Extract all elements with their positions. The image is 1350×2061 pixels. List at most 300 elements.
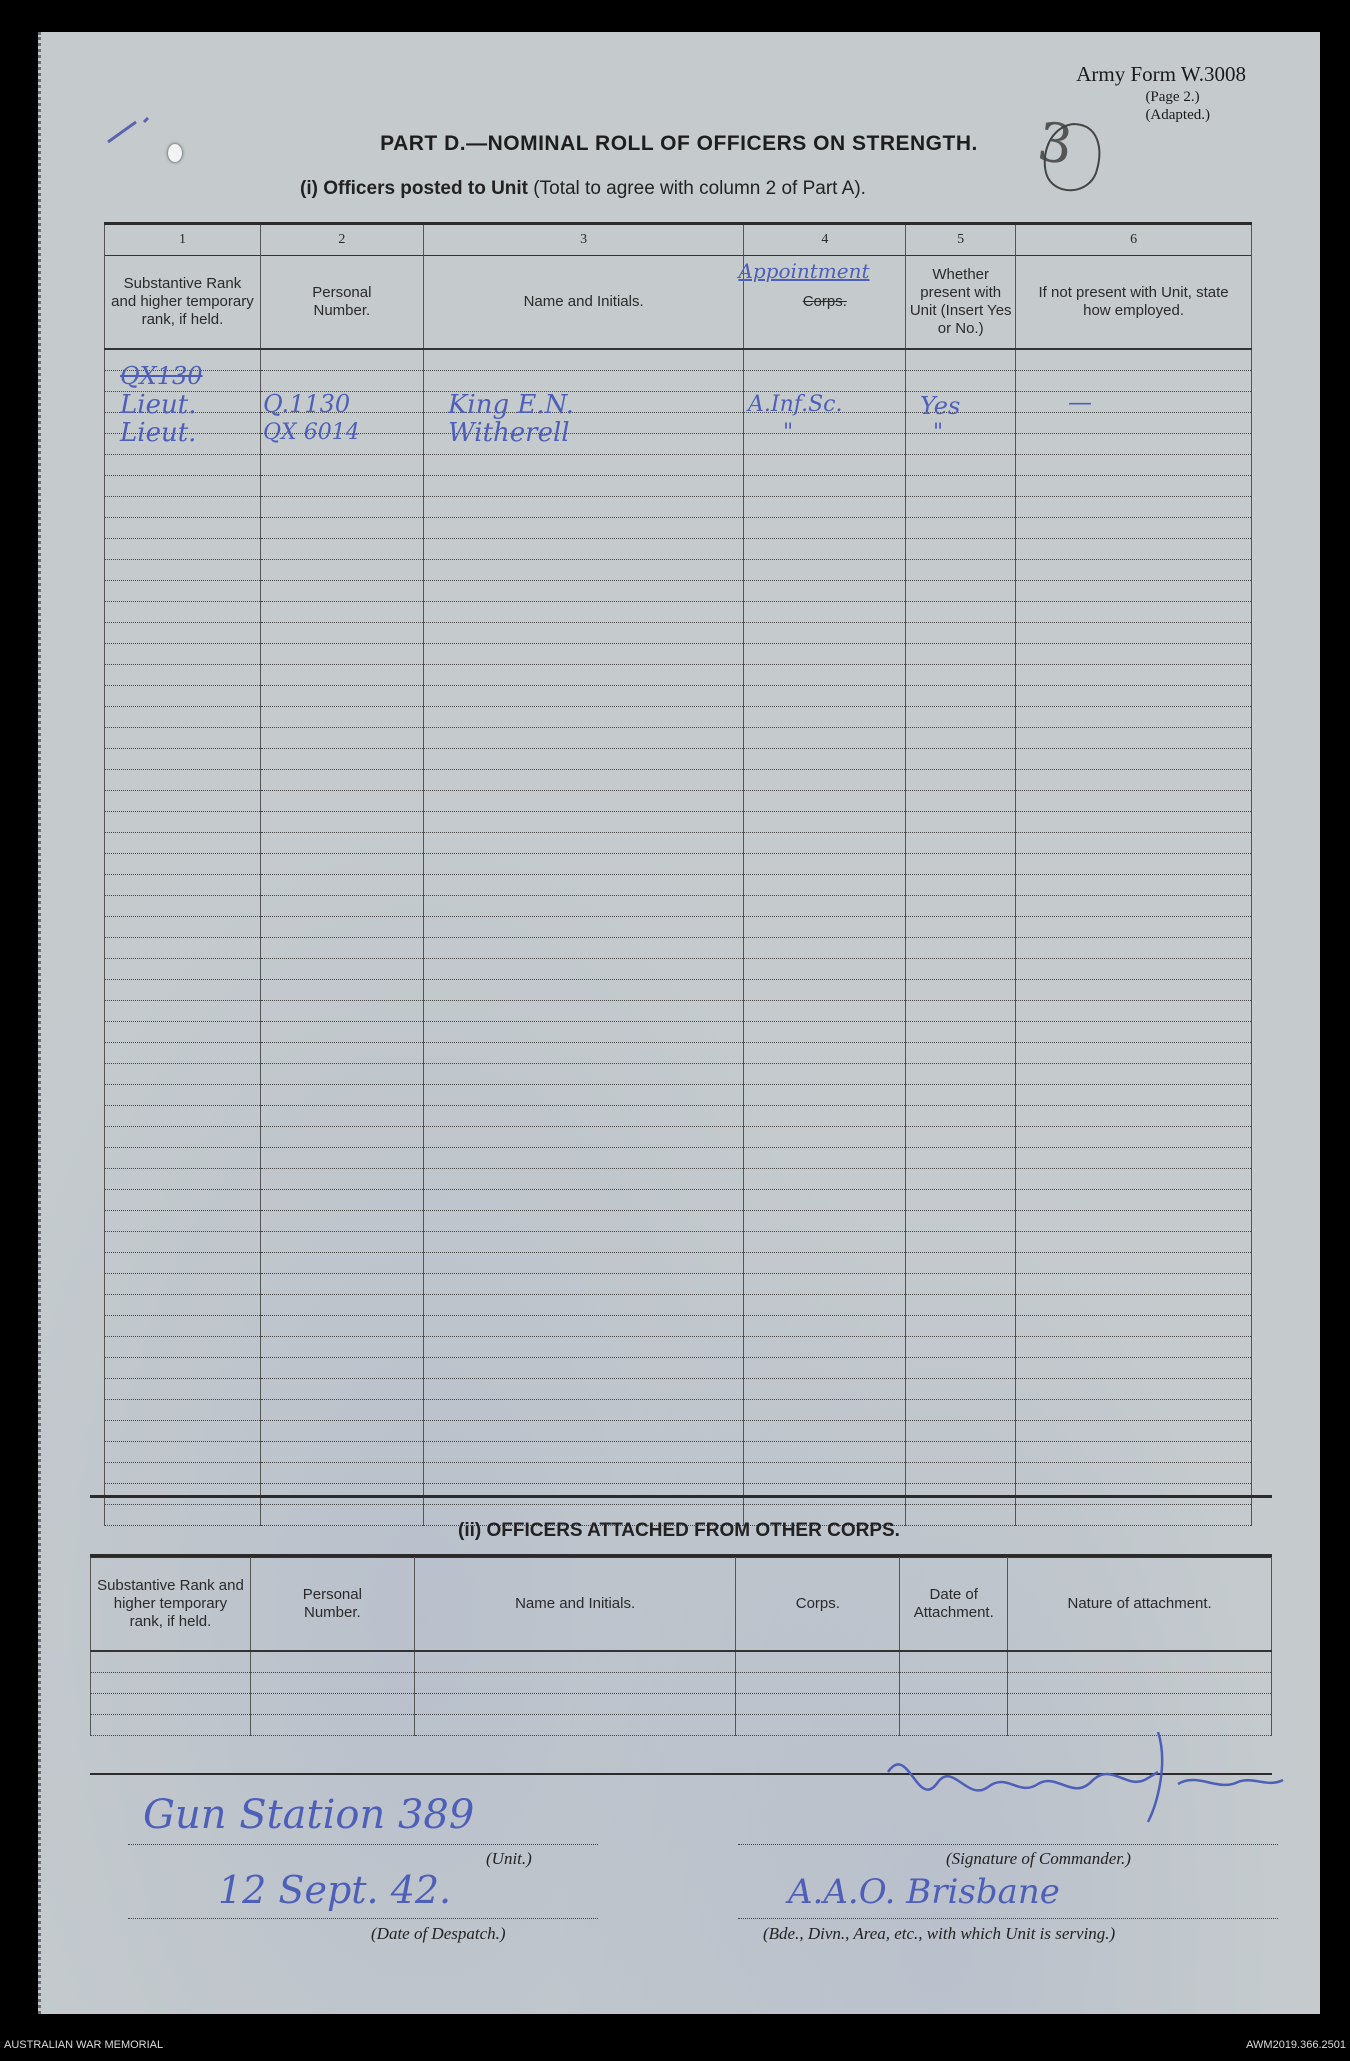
table-cell bbox=[906, 1442, 1016, 1463]
table-cell bbox=[744, 434, 906, 455]
table-cell bbox=[260, 1463, 423, 1484]
table-cell bbox=[423, 896, 744, 917]
table-row bbox=[105, 749, 1252, 770]
col-number: 4 bbox=[744, 225, 906, 256]
table-cell bbox=[906, 1253, 1016, 1274]
table-row bbox=[105, 875, 1252, 896]
table-cell bbox=[105, 1358, 261, 1379]
table-cell bbox=[1016, 1400, 1252, 1421]
table-cell bbox=[250, 1651, 414, 1673]
part1-note: (Total to agree with column 2 of Part A). bbox=[533, 178, 866, 199]
table-row bbox=[105, 1001, 1252, 1022]
table-row bbox=[105, 476, 1252, 497]
table-cell bbox=[91, 1694, 251, 1715]
table-cell bbox=[1016, 707, 1252, 728]
table-cell bbox=[744, 707, 906, 728]
table-cell bbox=[91, 1715, 251, 1736]
table-cell bbox=[744, 1421, 906, 1442]
table-cell bbox=[260, 770, 423, 791]
table-cell bbox=[1016, 1253, 1252, 1274]
table-cell bbox=[423, 1211, 744, 1232]
table-cell bbox=[744, 581, 906, 602]
table-cell bbox=[260, 980, 423, 1001]
table-cell bbox=[1016, 455, 1252, 476]
table-cell bbox=[105, 1274, 261, 1295]
table-cell bbox=[744, 623, 906, 644]
table-cell bbox=[744, 1211, 906, 1232]
header-name: Name and Initials. bbox=[423, 256, 744, 350]
table-cell bbox=[744, 1190, 906, 1211]
table-cell bbox=[906, 1316, 1016, 1337]
table-cell bbox=[906, 1484, 1016, 1505]
table-cell bbox=[423, 833, 744, 854]
table-cell bbox=[260, 812, 423, 833]
table-cell bbox=[744, 349, 906, 371]
table-cell bbox=[906, 1463, 1016, 1484]
table-cell bbox=[744, 1169, 906, 1190]
row1-corps: A.Inf.Sc. bbox=[748, 392, 843, 417]
header-attach-date: Date of Attachment. bbox=[900, 1558, 1008, 1652]
table-cell bbox=[744, 1274, 906, 1295]
table-cell bbox=[736, 1673, 900, 1694]
commander-signature bbox=[858, 1732, 1298, 1842]
table-cell bbox=[423, 497, 744, 518]
table-cell bbox=[1016, 812, 1252, 833]
header-nature: Nature of attachment. bbox=[1008, 1558, 1272, 1652]
table-cell bbox=[1016, 1379, 1252, 1400]
part1-prefix: (i) bbox=[300, 178, 318, 199]
table-cell bbox=[906, 1295, 1016, 1316]
part1-subtitle bbox=[300, 178, 866, 200]
table-cell bbox=[906, 1127, 1016, 1148]
table-cell bbox=[744, 1295, 906, 1316]
table-row bbox=[105, 1274, 1252, 1295]
row2-corps: " bbox=[783, 420, 794, 445]
table-cell bbox=[260, 1337, 423, 1358]
table-cell bbox=[423, 1316, 744, 1337]
table-cell bbox=[906, 560, 1016, 581]
table-cell bbox=[906, 833, 1016, 854]
table-cell bbox=[744, 497, 906, 518]
table-row bbox=[105, 1484, 1252, 1505]
table-cell bbox=[423, 1379, 744, 1400]
table-row bbox=[105, 497, 1252, 518]
table-cell bbox=[1008, 1694, 1272, 1715]
table-row bbox=[105, 1085, 1252, 1106]
bde-line bbox=[738, 1918, 1278, 1919]
table-cell bbox=[105, 1085, 261, 1106]
table-cell bbox=[744, 686, 906, 707]
table-cell bbox=[423, 980, 744, 1001]
table-row bbox=[105, 1400, 1252, 1421]
table-cell bbox=[423, 938, 744, 959]
table-cell bbox=[1016, 518, 1252, 539]
credit-right: AWM2019.366.2501 bbox=[1246, 2039, 1346, 2051]
table-cell bbox=[744, 980, 906, 1001]
table-row bbox=[105, 1211, 1252, 1232]
table-row bbox=[105, 1043, 1252, 1064]
table-cell bbox=[423, 1253, 744, 1274]
unit-label: (Unit.) bbox=[486, 1849, 532, 1868]
table-cell bbox=[260, 1043, 423, 1064]
table-cell bbox=[105, 770, 261, 791]
table-cell bbox=[260, 833, 423, 854]
table-cell bbox=[1016, 1463, 1252, 1484]
table-row bbox=[105, 728, 1252, 749]
table-cell bbox=[105, 518, 261, 539]
table-cell bbox=[744, 770, 906, 791]
table-cell bbox=[423, 1358, 744, 1379]
table-cell bbox=[260, 1253, 423, 1274]
header-number: Personal Number. bbox=[250, 1558, 414, 1652]
table-cell bbox=[906, 749, 1016, 770]
table-cell bbox=[1016, 539, 1252, 560]
table-cell bbox=[744, 1358, 906, 1379]
table-cell bbox=[1016, 1358, 1252, 1379]
table-cell bbox=[260, 1148, 423, 1169]
table-cell bbox=[423, 1148, 744, 1169]
header-corps: Corps. bbox=[736, 1558, 900, 1652]
table-cell bbox=[260, 1295, 423, 1316]
table-row bbox=[105, 1316, 1252, 1337]
table-cell bbox=[423, 854, 744, 875]
table-cell bbox=[744, 1022, 906, 1043]
table-cell bbox=[1016, 917, 1252, 938]
table-cell bbox=[744, 539, 906, 560]
table-cell bbox=[906, 644, 1016, 665]
table-cell bbox=[744, 518, 906, 539]
col-number: 3 bbox=[423, 225, 744, 256]
table-cell bbox=[260, 455, 423, 476]
table-cell bbox=[906, 476, 1016, 497]
table-cell bbox=[105, 560, 261, 581]
table-cell bbox=[744, 644, 906, 665]
table-cell bbox=[744, 959, 906, 980]
table-cell bbox=[423, 602, 744, 623]
part2-heading-line bbox=[38, 1520, 1320, 1542]
table-cell bbox=[260, 539, 423, 560]
part1-heading: Officers posted to Unit bbox=[323, 178, 529, 199]
table-cell bbox=[260, 1400, 423, 1421]
table-cell bbox=[105, 707, 261, 728]
table-row bbox=[105, 707, 1252, 728]
table-cell bbox=[414, 1694, 736, 1715]
table-row bbox=[105, 980, 1252, 1001]
table-cell bbox=[423, 791, 744, 812]
table-cell bbox=[105, 854, 261, 875]
table-cell bbox=[1016, 644, 1252, 665]
table-cell bbox=[423, 560, 744, 581]
row2-rank: Lieut. bbox=[120, 418, 197, 448]
table-cell bbox=[105, 938, 261, 959]
table-cell bbox=[1016, 980, 1252, 1001]
table-cell bbox=[906, 1106, 1016, 1127]
table-cell bbox=[1016, 1043, 1252, 1064]
table-row bbox=[105, 770, 1252, 791]
table-cell bbox=[260, 1190, 423, 1211]
table-cell bbox=[423, 1169, 744, 1190]
table-cell bbox=[1016, 476, 1252, 497]
table-cell bbox=[1016, 875, 1252, 896]
header-present: Whether present with Unit (Insert Yes or No.) bbox=[906, 256, 1016, 350]
row2-number: QX 6014 bbox=[263, 420, 360, 445]
table-cell bbox=[906, 959, 1016, 980]
table-cell bbox=[260, 791, 423, 812]
table-cell bbox=[1016, 959, 1252, 980]
table-cell bbox=[105, 1484, 261, 1505]
table-cell bbox=[744, 1400, 906, 1421]
table-cell bbox=[423, 476, 744, 497]
table-cell bbox=[105, 1106, 261, 1127]
table-cell bbox=[423, 1064, 744, 1085]
table-cell bbox=[414, 1673, 736, 1694]
table-cell bbox=[1016, 770, 1252, 791]
header-row bbox=[105, 256, 1252, 350]
table-row bbox=[105, 623, 1252, 644]
table-cell bbox=[744, 455, 906, 476]
date-value: 12 Sept. 42. bbox=[218, 1868, 452, 1912]
table-cell bbox=[423, 812, 744, 833]
table-cell bbox=[906, 728, 1016, 749]
officers-attached-table bbox=[90, 1557, 1272, 1736]
table-cell bbox=[906, 581, 1016, 602]
table-cell bbox=[1016, 938, 1252, 959]
table-cell bbox=[1016, 854, 1252, 875]
signature-label: (Signature of Commander.) bbox=[946, 1849, 1131, 1868]
table-cell bbox=[260, 518, 423, 539]
page-mark: 3 bbox=[1033, 109, 1077, 178]
table-cell bbox=[105, 728, 261, 749]
table-cell bbox=[744, 1337, 906, 1358]
table-cell bbox=[1016, 392, 1252, 413]
table-cell bbox=[1016, 1295, 1252, 1316]
table-row bbox=[105, 539, 1252, 560]
table-cell bbox=[423, 1085, 744, 1106]
table-cell bbox=[744, 812, 906, 833]
table-cell bbox=[1016, 1127, 1252, 1148]
bde-value: A.A.O. Brisbane bbox=[788, 1872, 1060, 1912]
table-cell bbox=[423, 1232, 744, 1253]
table-cell bbox=[1016, 1316, 1252, 1337]
table-cell bbox=[105, 1295, 261, 1316]
table-cell bbox=[736, 1694, 900, 1715]
table-cell bbox=[105, 539, 261, 560]
table-row bbox=[105, 1379, 1252, 1400]
table-cell bbox=[1016, 1085, 1252, 1106]
table-cell bbox=[1016, 791, 1252, 812]
table-cell bbox=[744, 1001, 906, 1022]
table-cell bbox=[744, 791, 906, 812]
table-cell bbox=[744, 896, 906, 917]
table-row bbox=[105, 917, 1252, 938]
table-cell bbox=[1016, 560, 1252, 581]
table-cell bbox=[1008, 1651, 1272, 1673]
table-cell bbox=[105, 623, 261, 644]
table-cell bbox=[744, 602, 906, 623]
table-cell bbox=[260, 854, 423, 875]
table-cell bbox=[260, 1127, 423, 1148]
table-cell bbox=[1016, 1274, 1252, 1295]
unit-value: Gun Station 389 bbox=[143, 1792, 475, 1838]
table-cell bbox=[423, 1001, 744, 1022]
table-cell bbox=[900, 1673, 1008, 1694]
table-cell bbox=[1016, 749, 1252, 770]
table-cell bbox=[744, 833, 906, 854]
table-cell bbox=[1016, 581, 1252, 602]
table-cell bbox=[260, 1085, 423, 1106]
table-cell bbox=[105, 1253, 261, 1274]
table-row bbox=[91, 1673, 1272, 1694]
table-cell bbox=[906, 1232, 1016, 1253]
table-row bbox=[105, 1169, 1252, 1190]
table-cell bbox=[906, 1190, 1016, 1211]
column-number-row bbox=[105, 225, 1252, 256]
table-cell bbox=[1016, 1211, 1252, 1232]
table-cell bbox=[1016, 413, 1252, 434]
table-cell bbox=[260, 938, 423, 959]
table-cell bbox=[906, 896, 1016, 917]
table-cell bbox=[423, 1484, 744, 1505]
table-row bbox=[105, 791, 1252, 812]
table-cell bbox=[260, 560, 423, 581]
table-cell bbox=[423, 623, 744, 644]
table-cell bbox=[414, 1715, 736, 1736]
table-cell bbox=[1016, 371, 1252, 392]
table-cell bbox=[105, 896, 261, 917]
page-label bbox=[1145, 88, 1210, 124]
form-number: Army Form W.3008 bbox=[1076, 62, 1246, 86]
table-row bbox=[105, 1190, 1252, 1211]
table-cell bbox=[906, 938, 1016, 959]
struck-entry: QX130 bbox=[120, 362, 203, 390]
corps-annotation: Appointment bbox=[738, 259, 870, 283]
table-row bbox=[105, 1064, 1252, 1085]
table-cell bbox=[260, 896, 423, 917]
table-cell bbox=[105, 1022, 261, 1043]
table-row bbox=[105, 1442, 1252, 1463]
table-cell bbox=[105, 1211, 261, 1232]
table-cell bbox=[105, 917, 261, 938]
table-row bbox=[105, 686, 1252, 707]
table-cell bbox=[744, 728, 906, 749]
table-cell bbox=[91, 1651, 251, 1673]
table-row bbox=[105, 455, 1252, 476]
table-cell bbox=[423, 581, 744, 602]
table-cell bbox=[906, 1085, 1016, 1106]
table-cell bbox=[906, 602, 1016, 623]
table-row bbox=[105, 959, 1252, 980]
col-number: 1 bbox=[105, 225, 261, 256]
table-cell bbox=[906, 875, 1016, 896]
table-cell bbox=[260, 917, 423, 938]
table-cell bbox=[906, 623, 1016, 644]
col-number: 2 bbox=[260, 225, 423, 256]
table-cell bbox=[260, 581, 423, 602]
table-cell bbox=[105, 644, 261, 665]
header-number: Personal Number. bbox=[260, 256, 423, 350]
table-cell bbox=[744, 854, 906, 875]
table-row bbox=[105, 1232, 1252, 1253]
table-cell bbox=[105, 875, 261, 896]
table-cell bbox=[105, 476, 261, 497]
table-cell bbox=[105, 1232, 261, 1253]
table-cell bbox=[250, 1694, 414, 1715]
table-row bbox=[105, 1358, 1252, 1379]
table-cell bbox=[260, 959, 423, 980]
table-row bbox=[105, 518, 1252, 539]
table-cell bbox=[414, 1651, 736, 1673]
date-line bbox=[128, 1918, 598, 1919]
table-cell bbox=[906, 791, 1016, 812]
table-cell bbox=[906, 665, 1016, 686]
perforation-edge bbox=[38, 32, 47, 2014]
table-cell bbox=[105, 581, 261, 602]
table-cell bbox=[423, 1337, 744, 1358]
table-cell bbox=[105, 1337, 261, 1358]
table-cell bbox=[1016, 497, 1252, 518]
table-cell bbox=[105, 812, 261, 833]
table-row bbox=[105, 812, 1252, 833]
table-cell bbox=[1016, 1190, 1252, 1211]
table-cell bbox=[906, 770, 1016, 791]
table-row bbox=[105, 1421, 1252, 1442]
table-cell bbox=[906, 812, 1016, 833]
table-cell bbox=[260, 1316, 423, 1337]
table-cell bbox=[906, 434, 1016, 455]
table-cell bbox=[260, 349, 423, 371]
table-cell bbox=[423, 875, 744, 896]
table-cell bbox=[906, 686, 1016, 707]
table-cell bbox=[906, 707, 1016, 728]
row1-rank: Lieut. bbox=[120, 390, 197, 420]
table-cell bbox=[105, 1001, 261, 1022]
table-cell bbox=[906, 1400, 1016, 1421]
table-cell bbox=[260, 707, 423, 728]
table-cell bbox=[423, 749, 744, 770]
row1-name: King E.N. bbox=[448, 390, 574, 420]
signature-line bbox=[738, 1844, 1278, 1845]
table-cell bbox=[1016, 1421, 1252, 1442]
table-cell bbox=[260, 1379, 423, 1400]
table-cell bbox=[1016, 434, 1252, 455]
table-cell bbox=[260, 728, 423, 749]
table-row bbox=[105, 349, 1252, 371]
form-page bbox=[38, 32, 1320, 2014]
table-row bbox=[105, 1295, 1252, 1316]
table-cell bbox=[260, 1442, 423, 1463]
table-cell bbox=[423, 1106, 744, 1127]
table-cell bbox=[105, 791, 261, 812]
table-cell bbox=[260, 1064, 423, 1085]
table-cell bbox=[906, 371, 1016, 392]
table-row bbox=[105, 1253, 1252, 1274]
table-row bbox=[105, 833, 1252, 854]
table-cell bbox=[1008, 1673, 1272, 1694]
row1-employed: — bbox=[1068, 388, 1092, 416]
table-cell bbox=[423, 665, 744, 686]
table-cell bbox=[1016, 896, 1252, 917]
table-cell bbox=[744, 1085, 906, 1106]
table-cell bbox=[250, 1715, 414, 1736]
table-cell bbox=[423, 1442, 744, 1463]
table-cell bbox=[260, 1211, 423, 1232]
table-cell bbox=[1016, 623, 1252, 644]
table-cell bbox=[906, 1358, 1016, 1379]
table-cell bbox=[260, 1484, 423, 1505]
table-cell bbox=[260, 686, 423, 707]
table-cell bbox=[105, 602, 261, 623]
table-cell bbox=[260, 602, 423, 623]
